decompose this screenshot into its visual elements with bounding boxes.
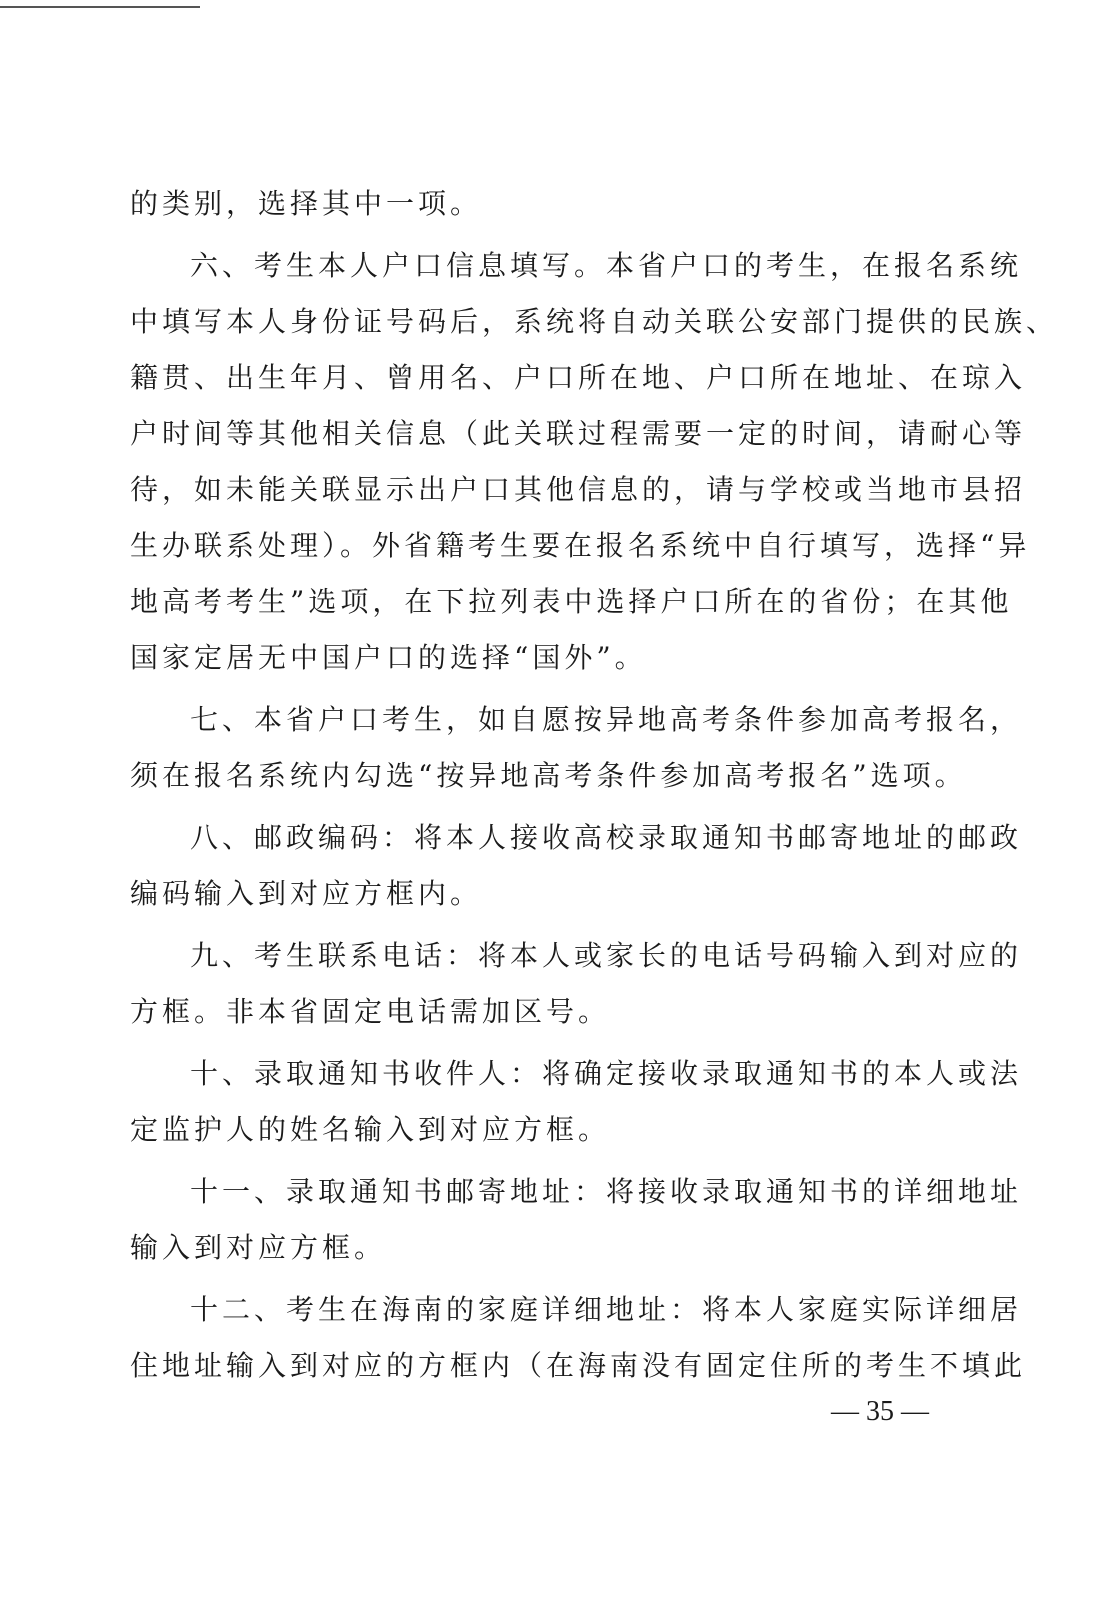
top-rule (0, 6, 200, 8)
text-line: 十一、录取通知书邮寄地址：将接收录取通知书的详细地址 (190, 1175, 1023, 1208)
text-line: 生办联系处理）。外省籍考生要在报名系统中自行填写，选择“异 (130, 529, 1031, 562)
text-line: 方框。非本省固定电话需加区号。 (130, 995, 611, 1028)
text-line: 须在报名系统内勾选“按异地高考条件参加高考报名”选项。 (130, 759, 967, 792)
text-line: 输入到对应方框。 (130, 1231, 387, 1264)
text-line: 籍贯、出生年月、曾用名、户口所在地、户口所在地址、在琼入 (130, 361, 1027, 394)
text-line: 十、录取通知书收件人：将确定接收录取通知书的本人或法 (190, 1057, 1023, 1090)
text-line: 八、邮政编码：将本人接收高校录取通知书邮寄地址的邮政 (190, 821, 1023, 854)
text-line: 定监护人的姓名输入到对应方框。 (130, 1113, 611, 1146)
text-line: 编码输入到对应方框内。 (130, 877, 483, 910)
text-line: 地高考考生”选项，在下拉列表中选择户口所在的省份；在其他 (130, 585, 1013, 618)
text-line: 户时间等其他相关信息（此关联过程需要一定的时间，请耐心等 (130, 417, 1027, 450)
text-line: 七、本省户口考生，如自愿按异地高考条件参加高考报名， (190, 703, 1023, 736)
page-number: — 35 — (831, 1396, 929, 1427)
text-line: 中填写本人身份证号码后，系统将自动关联公安部门提供的民族、 (130, 305, 1059, 338)
text-line: 国家定居无中国户口的选择“国外”。 (130, 641, 647, 674)
text-line: 六、考生本人户口信息填写。本省户口的考生，在报名系统 (190, 249, 1023, 282)
document-body (130, 176, 1059, 1394)
text-line: 住地址输入到对应的方框内（在海南没有固定住所的考生不填此 (130, 1349, 1027, 1382)
text-line: 九、考生联系电话：将本人或家长的电话号码输入到对应的 (190, 939, 1023, 972)
text-line: 十二、考生在海南的家庭详细地址：将本人家庭实际详细居 (190, 1293, 1023, 1326)
text-line: 待，如未能关联显示出户口其他信息的，请与学校或当地市县招 (130, 473, 1027, 506)
text-line: 的类别，选择其中一项。 (130, 187, 483, 220)
